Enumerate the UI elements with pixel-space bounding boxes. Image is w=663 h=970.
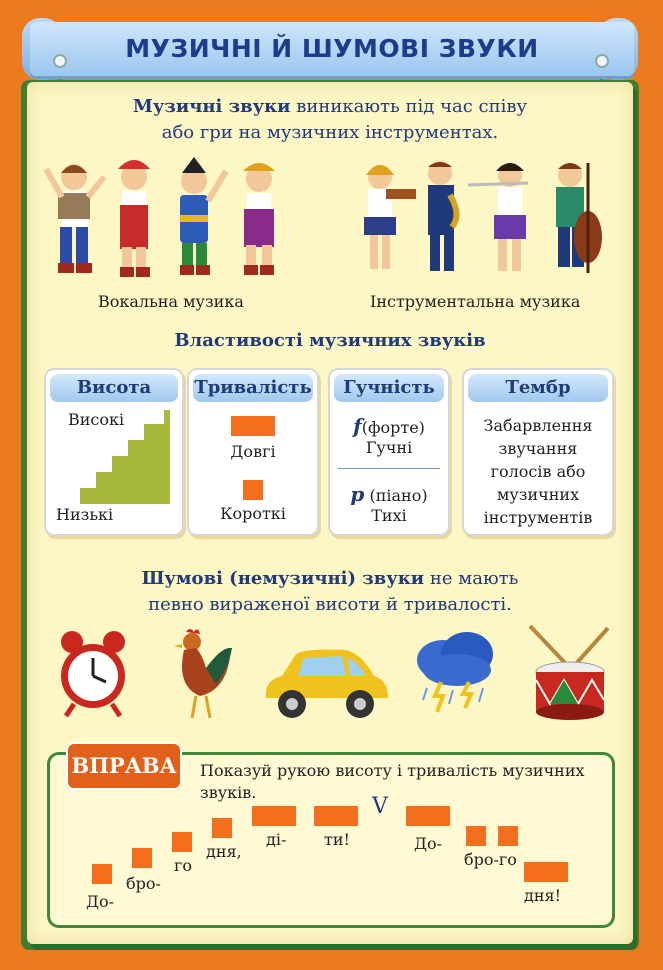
syllable: ді-	[266, 830, 287, 849]
exercise-instruction	[200, 760, 600, 804]
syllable: ти!	[324, 830, 350, 849]
vocal-children-illustration	[44, 155, 294, 290]
syllable: бро-	[126, 874, 161, 893]
drum-icon	[528, 622, 612, 722]
forte-desc: Гучні	[365, 438, 413, 457]
instruction-line1: Показуй рукою висоту і тривалість музичних	[200, 761, 585, 780]
forte-line	[330, 414, 448, 438]
syllable-block	[314, 806, 358, 826]
noise-line2: певно вираженої висоти й тривалості.	[148, 594, 512, 615]
noise-rest: не мають	[424, 568, 519, 589]
instrumental-children-illustration	[350, 155, 610, 290]
card-timbre	[462, 368, 614, 536]
syllable-block	[132, 848, 152, 868]
long-block	[231, 416, 275, 436]
forte-name: (форте)	[361, 418, 425, 437]
short-block	[243, 480, 263, 500]
piano-name: (піано)	[369, 486, 428, 505]
card-pitch-title: Висота	[50, 374, 178, 402]
intro-bold: Музичні звуки	[132, 96, 291, 117]
timbre-line: Забарвлення	[483, 416, 593, 435]
timbre-line: звучання	[498, 439, 578, 458]
forte-symbol: f	[353, 414, 362, 438]
caption-instrumental: Інструментальна музика	[370, 292, 581, 311]
intro-line2: або гри на музичних інструментах.	[161, 122, 499, 143]
intro-rest: виникають під час співу	[290, 96, 528, 117]
piano-symbol: p	[350, 482, 365, 506]
timbre-line: музичних	[496, 485, 580, 504]
card-pitch	[44, 368, 184, 536]
piano-line	[330, 482, 448, 506]
card-timbre-title: Тембр	[468, 374, 608, 402]
rooster-icon	[166, 626, 236, 722]
syllable-block	[252, 806, 296, 826]
duration-long-label: Довгі	[230, 442, 276, 461]
syllable-block	[172, 832, 192, 852]
duration-short-label: Короткі	[220, 504, 286, 523]
syllable-block	[406, 806, 450, 826]
syllable: До-	[414, 834, 443, 853]
syllable: дня,	[206, 842, 242, 861]
car-icon	[262, 646, 390, 722]
pin-left	[53, 54, 67, 68]
card-volume	[328, 368, 450, 536]
timbre-line: голосів або	[490, 462, 586, 481]
storm-cloud-icon	[413, 630, 497, 720]
pitch-low-label: Низькі	[56, 505, 114, 524]
syllable-block	[92, 864, 112, 884]
caption-vocal: Вокальна музика	[98, 292, 244, 311]
syllable: бро-го	[464, 850, 517, 869]
timbre-description	[464, 414, 612, 529]
breath-mark: V	[372, 794, 388, 819]
intro-text	[40, 94, 620, 146]
syllable: До-	[86, 892, 115, 911]
card-volume-title: Гучність	[334, 374, 444, 402]
timbre-line: інструментів	[483, 508, 593, 527]
pitch-high-label: Високі	[68, 410, 125, 429]
noise-bold: Шумові (немузичні) звуки	[141, 568, 425, 589]
properties-title: Властивості музичних звуків	[174, 330, 486, 351]
title-banner	[30, 22, 634, 76]
syllable: дня!	[524, 886, 562, 905]
noise-text	[40, 566, 620, 618]
pin-right	[595, 54, 609, 68]
syllable: го	[174, 856, 193, 875]
alarm-clock-icon	[58, 628, 128, 718]
syllable-block	[212, 818, 232, 838]
exercise-label: ВПРАВА	[66, 742, 182, 790]
syllable-block	[498, 826, 518, 846]
card-duration	[187, 368, 319, 536]
page-title: МУЗИЧНІ Й ШУМОВІ ЗВУКИ	[125, 34, 539, 63]
syllable-block	[466, 826, 486, 846]
card-duration-title: Тривалість	[193, 374, 313, 402]
syllable-block	[524, 862, 568, 882]
volume-divider	[338, 468, 440, 469]
instruction-line2: звуків.	[200, 783, 257, 802]
pitch-staircase	[76, 406, 172, 506]
piano-desc: Тихі	[371, 506, 407, 525]
